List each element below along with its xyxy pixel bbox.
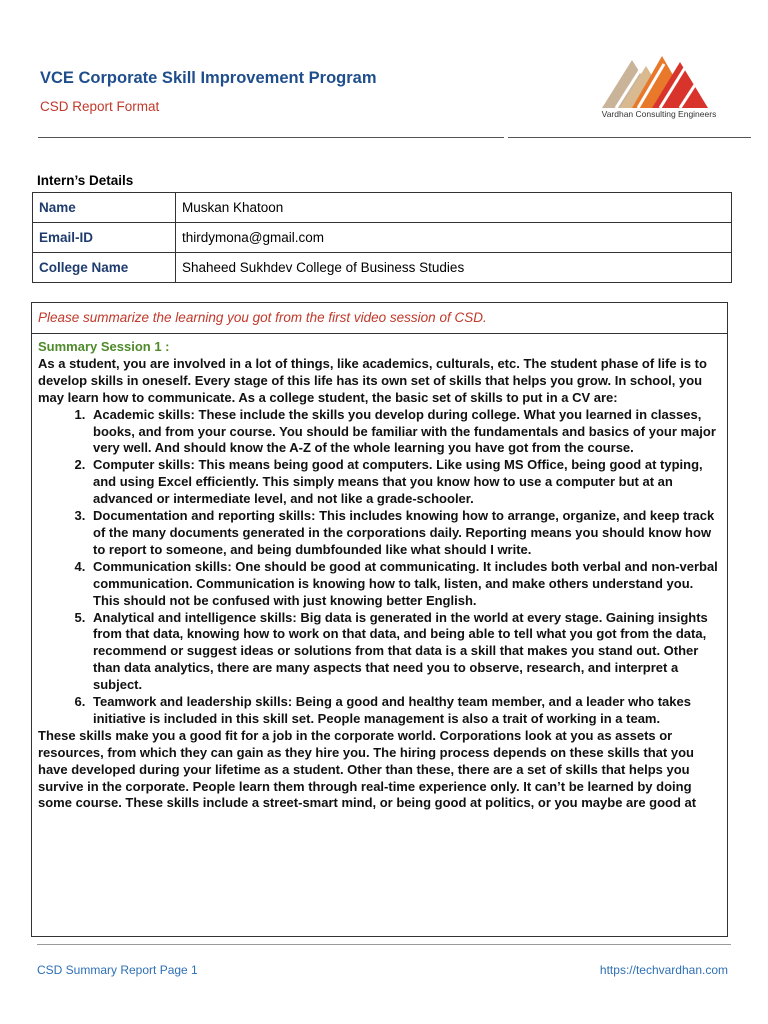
interns-details-heading: Intern’s Details bbox=[37, 173, 134, 188]
vardhan-logo bbox=[598, 52, 720, 124]
interns-details-table bbox=[32, 192, 732, 283]
list-item: 6. Teamwork and leadership skills: Being a good and healthy team member, and a leader who takes initiative is included in this skill set. People management is also a trait of working in a team. bbox=[89, 694, 721, 728]
footer-page-label: CSD Summary Report Page 1 bbox=[37, 963, 198, 977]
list-item: 1. Academic skills: These include the skills you develop during college. What you learned in classes, books, and from your course. You should be familiar with the fundamentals and basics of your major very well. And should know the A-Z of the whole learning you have got from the course. bbox=[89, 407, 721, 458]
footer-divider bbox=[37, 944, 731, 945]
name-label: Name bbox=[33, 193, 176, 223]
program-title: VCE Corporate Skill Improvement Program bbox=[40, 69, 377, 87]
table-row bbox=[33, 193, 732, 223]
report-format-subtitle: CSD Report Format bbox=[40, 99, 160, 114]
college-value: Shaheed Sukhdev College of Business Studies bbox=[176, 253, 732, 283]
header-divider-right bbox=[508, 137, 751, 138]
list-item: 4. Communication skills: One should be good at communicating. It includes both verbal and non-verbal communication. Communication is knowing how to talk, listen, and make others understand you. This should not be confused with just knowing better English. bbox=[89, 559, 721, 610]
logo-caption: Vardhan Consulting Engineers bbox=[601, 109, 717, 119]
college-label: College Name bbox=[33, 253, 176, 283]
footer-website-link[interactable]: https://techvardhan.com bbox=[599, 963, 728, 977]
table-row bbox=[33, 253, 732, 283]
list-item: 3. Documentation and reporting skills: This includes knowing how to arrange, organize, and keep track of the many documents generated in the corporations daily. Reporting means you should know how to report to someone, and being dumbfounded like what should I write. bbox=[89, 508, 721, 559]
table-row bbox=[33, 223, 732, 253]
skills-list bbox=[38, 407, 721, 728]
summary-box bbox=[31, 302, 728, 937]
email-value: thirdymona@gmail.com bbox=[176, 223, 732, 253]
summary-intro: As a student, you are involved in a lot of things, like academics, culturals, etc. The student phase of life is to develop skills in oneself. Every stage of this life has its own set of skills that helps you grow. In school, you may learn how to communicate. As a college student, the basic set of skills to put in a CV are: bbox=[38, 355, 707, 405]
header-divider-left bbox=[38, 137, 504, 138]
email-label: Email-ID bbox=[33, 223, 176, 253]
summary-prompt: Please summarize the learning you got from the first video session of CSD. bbox=[32, 303, 727, 334]
mountain-logo-icon bbox=[602, 52, 716, 108]
summary-body bbox=[32, 334, 727, 812]
list-item: 2. Computer skills: This means being good at computers. Like using MS Office, being good at typing, and using Excel efficiently. This simply means that you know how to use a computer but at an advanced or intermediate level, and not like a grade-schooler. bbox=[89, 457, 721, 508]
name-value: Muskan Khatoon bbox=[176, 193, 732, 223]
summary-conclusion: These skills make you a good fit for a job in the corporate world. Corporations look at you as assets or resources, from which they can gain as they hire you. The hiring process depends on these skills that you have developed during your lifetime as a student. Other than these, there are a set of skills that helps you survive in the corporate. People learn them through real-time experience only. It can’t be learned by doing some course. These skills include a street-smart mind, or being good at politics, or you maybe are good at bbox=[38, 727, 697, 811]
list-item: 5. Analytical and intelligence skills: Big data is generated in the world at every stage. Gaining insights from that data, knowing how to work on that data, and being able to tell what you got from the data, recommend or suggest ideas or solutions from that data is a skill that makes you stand out. Other than data analytics, there are many aspects that need you to observe, research, and interpret a subject. bbox=[89, 610, 721, 695]
session-title: Summary Session 1 : bbox=[38, 339, 170, 354]
